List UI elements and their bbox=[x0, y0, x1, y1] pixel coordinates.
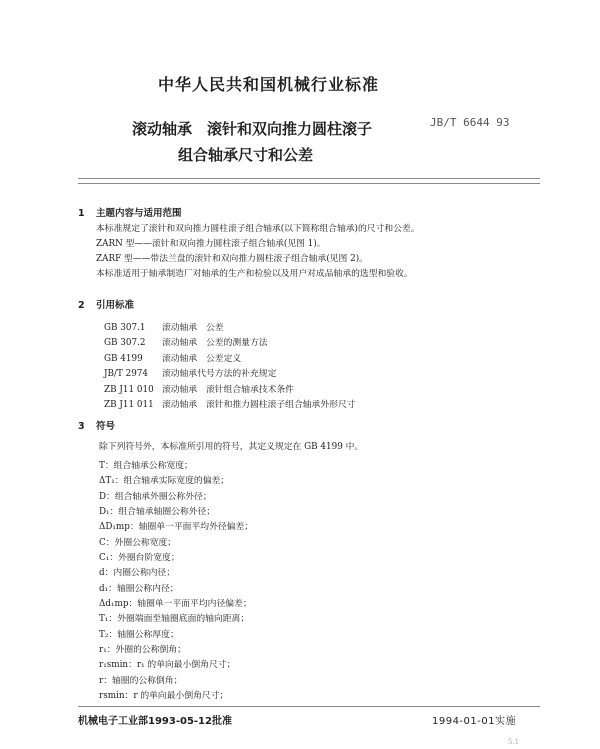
symbol-definition: T₂：轴圈公称厚度； bbox=[99, 629, 179, 640]
symbol-definition: T：组合轴承公称宽度； bbox=[99, 461, 193, 471]
symbol-definition: rsmin：r 的单向最小倒角尺寸； bbox=[99, 691, 229, 702]
symbol-definition: C₁：外圈台阶宽度； bbox=[99, 553, 180, 564]
symbols-list bbox=[99, 458, 253, 704]
reference-code: GB 4199 bbox=[104, 353, 143, 364]
reference-item bbox=[104, 351, 356, 366]
section-title: 符号 bbox=[96, 421, 116, 432]
approval-date: 机械电子工业部1993-05-12批准 bbox=[78, 716, 232, 727]
reference-name: 滚动轴承 公差 bbox=[162, 323, 224, 333]
reference-name: 滚动轴承 公差定义 bbox=[162, 353, 242, 364]
normative-references-list bbox=[104, 320, 356, 412]
section-title: 主题内容与适用范围 bbox=[96, 208, 182, 219]
symbol-definition: C：外圈公称宽度； bbox=[99, 537, 177, 548]
symbol-definition: r：轴圈的公称倒角； bbox=[99, 675, 183, 686]
section-1-heading bbox=[78, 205, 182, 219]
symbol-definition: d：内圈公称内径； bbox=[99, 568, 176, 579]
reference-code: GB 307.2 bbox=[104, 338, 146, 349]
reference-item bbox=[104, 335, 356, 350]
title-divider-bottom bbox=[78, 183, 540, 184]
symbol-definition: r₁smin：r₁ 的单向最小倒角尺寸； bbox=[99, 660, 236, 671]
document-title-line-2: 组合轴承尺寸和公差 bbox=[178, 146, 314, 164]
symbol-definition: D：组合轴承外圈公称外径； bbox=[99, 491, 212, 502]
paragraph: ZARN 型——滚针和双向推力圆柱滚子组合轴承(见图 1)。 bbox=[96, 239, 326, 249]
reference-code: ZB J11 010 bbox=[104, 384, 154, 395]
footer-divider bbox=[78, 706, 540, 707]
title-divider-top bbox=[78, 178, 540, 179]
paragraph: ZARF 型——带法兰盘的滚针和双向推力圆柱滚子组合轴承(见图 2)。 bbox=[96, 254, 368, 264]
reference-name: 滚动轴承 滚针组合轴承技术条件 bbox=[162, 384, 294, 395]
paragraph: 本标准适用于轴承制造厂对轴承的生产和检验以及用户对成品轴承的选型和验收。 bbox=[96, 269, 413, 279]
section-number: 3 bbox=[78, 421, 85, 432]
symbol-definition: ΔT₁：组合轴承实际宽度的偏差； bbox=[99, 476, 230, 487]
symbol-definition: Δd₁mp：轴圈单一平面平均内径偏差； bbox=[99, 599, 252, 610]
standard-number: JB/T 6644 93 bbox=[430, 116, 510, 129]
section-title: 引用标准 bbox=[96, 300, 135, 311]
reference-name: 滚动轴承代号方法的补充规定 bbox=[162, 369, 277, 380]
section-number: 2 bbox=[78, 300, 85, 311]
section-2-heading bbox=[78, 297, 134, 311]
reference-item bbox=[104, 382, 356, 397]
document-title-line-1: 滚动轴承 滚针和双向推力圆柱滚子 bbox=[132, 120, 373, 138]
reference-item bbox=[104, 320, 356, 335]
section-number: 1 bbox=[78, 208, 85, 219]
reference-code: JB/T 2974 bbox=[104, 369, 149, 380]
reference-name: 滚动轴承 公差的测量方法 bbox=[162, 338, 268, 349]
symbol-definition: r₁：外圈的公称倒角； bbox=[99, 645, 186, 656]
reference-name: 滚动轴承 滚针和推力圆柱滚子组合轴承外形尺寸 bbox=[162, 399, 356, 410]
symbol-definition: T₁：外圈端面至轴圈底面的轴向距离； bbox=[99, 614, 250, 625]
paragraph: 除下列符号外，本标准所引用的符号，其定义规定在 GB 4199 中。 bbox=[99, 442, 364, 452]
effective-date: 1994-01-01实施 bbox=[432, 716, 517, 727]
symbol-definition: d₁：轴圈公称内径； bbox=[99, 583, 179, 594]
symbols-intro bbox=[99, 440, 363, 455]
paragraph: 本标准规定了滚针和双向推力圆柱滚子组合轴承(以下简称组合轴承)的尺寸和公差。 bbox=[96, 224, 420, 234]
section-3-heading bbox=[78, 418, 115, 432]
issuing-body-heading: 中华人民共和国机械行业标准 bbox=[158, 75, 380, 94]
symbol-definition: ΔD₁mp：轴圈单一平面平均外径偏差； bbox=[99, 522, 254, 533]
page-mark: 5.1 bbox=[508, 738, 520, 746]
reference-item bbox=[104, 397, 356, 412]
section-1-body bbox=[96, 222, 420, 282]
reference-item bbox=[104, 366, 356, 381]
reference-code: ZB J11 011 bbox=[104, 399, 154, 410]
reference-code: GB 307.1 bbox=[104, 323, 146, 333]
symbol-definition: D₁：组合轴承轴圈公称外径； bbox=[99, 507, 216, 518]
